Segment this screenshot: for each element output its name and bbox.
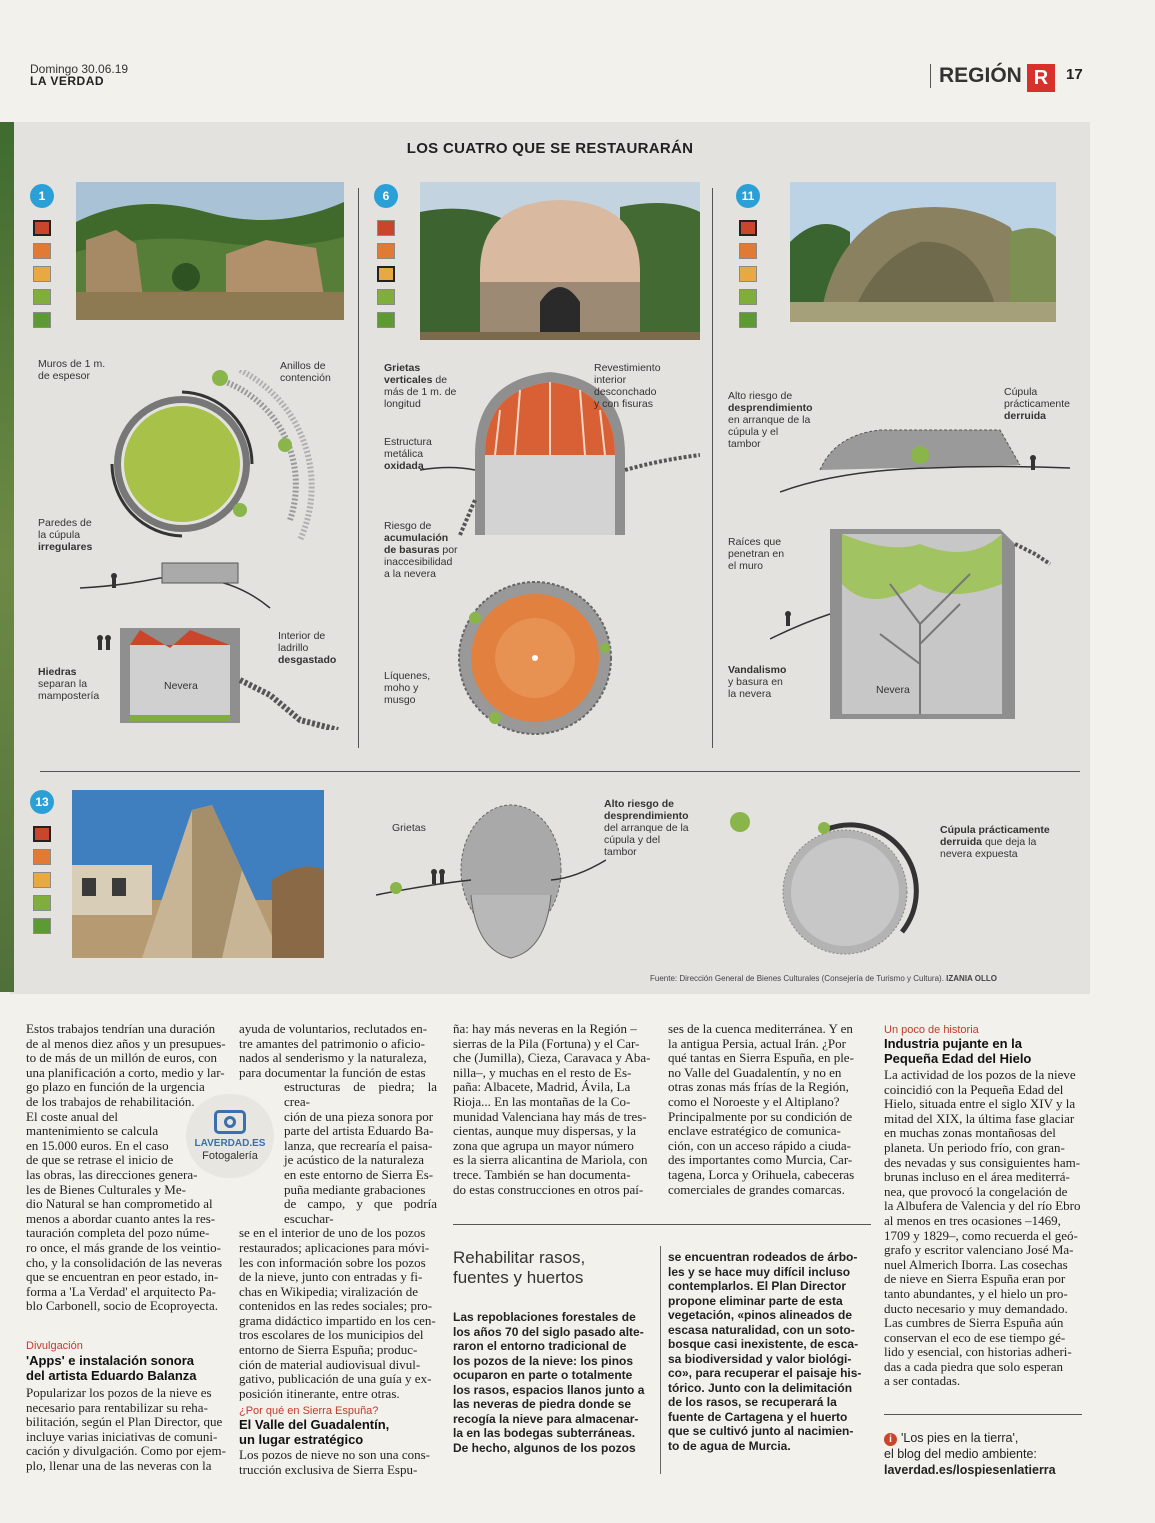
box-divider <box>660 1246 661 1474</box>
source-credit: IZANIA OLLO <box>946 974 997 983</box>
text-line: vegetación, «pinos alineados de <box>668 1308 853 1322</box>
blog-line <box>884 1430 1084 1446</box>
label-bold: acumulación <box>384 532 449 544</box>
subsection-heading <box>884 1036 1084 1066</box>
subsection-heading <box>26 1353 231 1383</box>
label-dome-walls <box>38 517 92 553</box>
label-line: Alto riesgo de <box>604 798 675 810</box>
text-line: les y se hace muy difícil incluso <box>668 1264 851 1279</box>
label-line: la cúpula <box>38 529 81 541</box>
label-line: desprendimiento <box>604 810 689 822</box>
condition-swatch <box>33 826 51 842</box>
left-edge-photo-strip <box>0 122 14 992</box>
condition-swatch <box>377 266 395 282</box>
label-dome-exposed <box>940 824 1050 860</box>
article-column-2 <box>239 1022 437 1401</box>
blog-link[interactable]: laverdad.es/lospiesenlatierra <box>884 1463 1056 1477</box>
text-line: ña: hay más neveras en la Región – <box>453 1021 637 1036</box>
subsection-heading <box>239 1417 444 1447</box>
label-line: Interior de <box>278 630 326 642</box>
condition-swatch <box>33 266 51 282</box>
text-line: raron el entorno tradicional de <box>453 1339 627 1353</box>
text-line: forma a 'La Verdad' el arquitecto Pa- <box>26 1283 216 1299</box>
label-line: desconchado <box>594 386 657 398</box>
label-line: Líquenes, <box>384 670 431 682</box>
text-line: de nieve en Sierra Espuña eran por <box>884 1271 1066 1287</box>
text-line: que se encuentran en peor estado, in- <box>26 1269 219 1285</box>
well-number-badge: 13 <box>30 790 54 814</box>
photo-well-1 <box>76 182 344 320</box>
condition-swatch <box>33 312 51 328</box>
label-line: Alto riesgo de <box>728 390 793 402</box>
diagram-well-11-section <box>770 524 1070 724</box>
blog-rule <box>884 1414 1082 1415</box>
label-line: metálica <box>384 448 424 460</box>
text-line: les de Bienes Culturales y Me- <box>26 1181 186 1197</box>
label-bold: derruida <box>940 836 983 848</box>
text-line: para documentar la función de estas <box>239 1064 426 1080</box>
photo-well-6 <box>420 182 700 340</box>
label-ivy <box>38 666 99 702</box>
label-line: inaccesibilidad <box>384 556 453 568</box>
text-line: dio Natural se han comprometido al <box>26 1196 213 1212</box>
label-line: mampostería <box>38 690 100 702</box>
blog-text: el blog del medio ambiente: <box>884 1447 1037 1461</box>
label-nevera: Nevera <box>876 684 910 696</box>
text-line: Hielo, situada entre el siglo XIV y la <box>884 1096 1076 1112</box>
text-line: che (Jumilla), Cieza, Caravaca y Aba- <box>453 1050 651 1066</box>
text-line: menos a abordar cuanto antes la res- <box>26 1210 216 1226</box>
article-column-2b <box>239 1448 437 1477</box>
text-line: ción, con un acceso rápido a ciuda- <box>668 1137 852 1153</box>
text-line: puña mediante grabaciones <box>284 1181 426 1197</box>
label-line <box>384 532 458 544</box>
text-line: das a cada piedra que solo esperan <box>884 1358 1064 1374</box>
label-line: separan la <box>38 678 88 690</box>
label-line: Raíces que <box>728 536 782 548</box>
label-line: Vandalismo <box>728 664 787 676</box>
text-line: trucción exclusiva de Sierra Espu- <box>239 1461 418 1477</box>
text-line: se encuentran rodeados de árbo- <box>668 1250 858 1264</box>
condition-scale <box>377 220 395 335</box>
label-line: y con fisuras <box>594 398 653 410</box>
label-text: por <box>442 544 458 556</box>
text-line: planeta. Un periodo frío, con gran- <box>884 1139 1065 1155</box>
box-column-2 <box>668 1250 868 1453</box>
text-line: ses de la cuenca mediterránea. Y en <box>668 1021 853 1036</box>
text-line: es la sierra alicantina de Mariola, con <box>453 1152 648 1168</box>
text-line: nilla–, y muchas en el resto de Es- <box>453 1064 632 1080</box>
text-line: sa biodiversidad y valor biológi- <box>668 1351 852 1366</box>
text-line: tre amantes del patrimonio o aficio- <box>239 1035 425 1051</box>
text-line: sierras de la Pila (Fortuna) y el Car- <box>453 1035 640 1051</box>
condition-swatch <box>33 895 51 911</box>
label-line <box>384 374 456 386</box>
label-line: contención <box>280 372 331 384</box>
text-line: nados al senderismo y la naturaleza, <box>239 1050 427 1066</box>
text-line: las neveras de piedra donde se <box>453 1397 632 1411</box>
label-cracks: Grietas <box>392 822 426 834</box>
text-line: tauración completa del pozo núme- <box>26 1225 210 1241</box>
text-line: lido y esencial, con historias adheri- <box>884 1344 1072 1360</box>
text-line: de la nieve, junto con entradas y fi- <box>239 1269 423 1285</box>
text-line: zona que agrupa un mayor número <box>453 1137 634 1153</box>
condition-scale <box>33 220 51 335</box>
box-title <box>453 1248 653 1288</box>
label-walls <box>38 358 105 382</box>
text-line: como el Noroeste y el Altiplano? <box>668 1093 840 1109</box>
heading-line: 'Apps' e instalación sonora <box>26 1353 194 1368</box>
badge-label: Fotogalería <box>202 1150 258 1162</box>
column-divider <box>712 188 713 748</box>
text-line: entorno de Sierra Espuña; produc- <box>239 1342 418 1358</box>
label-line: penetran en <box>728 548 785 560</box>
text-line: Rioja... En las montañas de la Co- <box>453 1093 631 1109</box>
text-line: brunas incluso en el área mediterrá- <box>884 1169 1070 1185</box>
subsection-label: ¿Por qué en Sierra Espuña? <box>239 1405 379 1417</box>
badge-site: LAVERDAD.ES <box>194 1138 266 1149</box>
condition-swatch <box>33 849 51 865</box>
header-date: Domingo 30.06.19 <box>30 62 129 76</box>
text-line: plo, llenar una de las neveras con la <box>26 1457 212 1473</box>
condition-swatch <box>33 918 51 934</box>
label-line: tambor <box>604 846 637 858</box>
label-line: derruida <box>1004 410 1047 422</box>
label-vertical-cracks <box>384 362 456 410</box>
box-column-1 <box>453 1310 653 1455</box>
label-bold: de basuras <box>384 544 440 556</box>
text-line: do estas construcciones en otros paí- <box>453 1181 644 1197</box>
label-line: Cúpula <box>1004 386 1038 398</box>
label-dome-ruined <box>1004 386 1070 422</box>
label-line: desprendimiento <box>728 402 813 414</box>
text-line: incluye varias iniciativas de comuni- <box>26 1428 218 1444</box>
text-line: los rasos, espacios llanos junto a <box>453 1382 645 1397</box>
text-line: je acústico de la naturaleza <box>284 1152 425 1168</box>
blog-text: 'Los pies en la tierra', <box>901 1431 1019 1445</box>
text-line: otras zonas más frías de la Región, <box>668 1079 849 1095</box>
article-column-3 <box>453 1022 653 1197</box>
label-line: de espesor <box>38 370 90 382</box>
condition-swatch <box>739 220 757 236</box>
diagram-well-6-plan <box>455 578 615 738</box>
text-line: ción de una pieza sonora por <box>284 1108 434 1124</box>
text-line: fuente de Cartagena y el huerto <box>668 1409 848 1424</box>
text-line: blo Carbonell, socio de Ecoproyecta. <box>26 1298 219 1314</box>
label-line <box>384 362 456 374</box>
label-line: tambor <box>728 438 761 450</box>
label-line: en arranque de la <box>728 414 811 426</box>
text-line: Estos trabajos tendrían una duración <box>26 1021 216 1036</box>
text-line: escasa naturalidad, con un soto- <box>668 1322 855 1337</box>
page-number: 17 <box>1066 66 1083 83</box>
text-line: cientas, aunque muy dispersas, y la <box>453 1123 637 1139</box>
label-roots <box>728 536 784 572</box>
label-line: cúpula y el <box>728 426 779 438</box>
heading-line: Pequeña Edad del Hielo <box>884 1051 1032 1066</box>
text-line: cación y divulgación. Como por ejem- <box>26 1443 227 1459</box>
condition-swatch <box>377 312 395 328</box>
heading-line: un lugar estratégico <box>239 1432 364 1447</box>
section-logo: R <box>1027 64 1055 92</box>
diagram-well-1-profile <box>80 548 280 613</box>
heading-line: El Valle del Guadalentín, <box>239 1417 390 1432</box>
label-line: y basura en <box>728 676 783 688</box>
blog-promo <box>884 1430 1084 1478</box>
text-line: nea, que provocó la congelación de <box>884 1183 1068 1199</box>
text-line: munidad Valenciana hay más de tres- <box>453 1108 647 1124</box>
text-line: Las repoblaciones forestales de <box>453 1310 636 1324</box>
label-line: la nevera <box>728 688 772 700</box>
condition-swatch <box>739 243 757 259</box>
article-column-1b <box>26 1386 226 1474</box>
column-divider <box>358 188 359 748</box>
info-icon: i <box>884 1433 897 1446</box>
text-line: restaurados; aplicaciones para móvi- <box>239 1239 430 1255</box>
label-line: nevera expuesta <box>940 848 1018 860</box>
text-line: que se cultivó junto al nacimien- <box>668 1424 854 1438</box>
label-lining <box>594 362 661 410</box>
label-line: Paredes de <box>38 517 92 529</box>
text-line: trece. También se han documenta- <box>453 1166 631 1182</box>
article-column-5 <box>884 1068 1082 1389</box>
label-nevera: Nevera <box>164 680 198 692</box>
text-line: Las cumbres de Sierra Espuña aún <box>884 1315 1064 1331</box>
label-bold: Grietas <box>384 362 421 374</box>
diagram-well-13-plan <box>720 802 930 962</box>
text-line: to de agua de Murcia. <box>668 1438 791 1453</box>
label-line: Revestimiento <box>594 362 661 374</box>
text-line: go plazo en función de la urgencia <box>26 1079 205 1095</box>
label-brick-interior <box>278 630 336 666</box>
text-line: estructuras de piedra; la crea- <box>284 1079 437 1109</box>
label-line <box>940 836 1050 848</box>
condition-scale <box>33 826 51 941</box>
text-line: a ser contadas. <box>884 1373 961 1389</box>
text-line: de los rasos, se recuperará la <box>668 1395 837 1409</box>
label-rings <box>280 360 331 384</box>
text-line: parte del artista Eduardo Ba- <box>284 1123 434 1139</box>
text-line: coincidió con la Pequeña Edad del <box>884 1081 1064 1097</box>
label-line: del arranque de la <box>604 822 689 834</box>
diagram-well-1-plan <box>100 370 350 550</box>
text-line: bilitación, según el Plan Director, que <box>26 1414 223 1430</box>
text-line: 1709 y 1829–, como recuerda el geó- <box>884 1227 1078 1243</box>
text-line: co», para recuperar el paisaje his- <box>668 1366 862 1380</box>
text-line: des importantes como Murcia, Car- <box>668 1152 853 1168</box>
text-line: La actividad de los pozos de la nieve <box>884 1067 1076 1082</box>
text-line: propone eliminar parte de esta <box>668 1293 843 1308</box>
text-line: al menos en tres ocasiones –1469, <box>884 1212 1061 1228</box>
label-line: irregulares <box>38 541 93 553</box>
label-line: cúpula y del <box>604 834 661 846</box>
text-line: posición itinerante, entre otras. <box>239 1385 400 1401</box>
text-line: nuel Almerich Iborra. Las cosechas <box>884 1256 1068 1272</box>
text-line: lanza, que recrearía el paisa- <box>284 1137 433 1153</box>
label-detachment-risk <box>728 390 813 450</box>
box-top-rule <box>453 1224 871 1225</box>
text-line: comerciales de grandes comarcas. <box>668 1181 845 1197</box>
label-line <box>384 544 458 556</box>
label-line: musgo <box>384 694 416 706</box>
text-line: chas en Wikipedia; viralización de <box>239 1283 418 1299</box>
diagram-well-11-profile <box>780 420 1070 500</box>
label-text: de <box>435 374 448 386</box>
text-line: les con información sobre los pozos <box>239 1254 426 1270</box>
text-line: ayuda de voluntarios, reclutados en- <box>239 1021 428 1036</box>
label-line: moho y <box>384 682 419 694</box>
infographic-source <box>650 974 997 983</box>
text-line: mantenimiento se calcula <box>26 1123 159 1139</box>
label-line: Riesgo de <box>384 520 432 532</box>
text-line: El coste anual del <box>26 1108 119 1124</box>
photo-well-13 <box>72 790 324 958</box>
text-line: la en las bodegas subterráneas. <box>453 1426 636 1440</box>
text-line: tagena, Lorca y Orihuela, cabeceras <box>668 1166 855 1182</box>
label-line: prácticamente <box>1004 398 1070 410</box>
text-line: los pozos de la nieve: los pinos <box>453 1353 634 1368</box>
text-line: qué tantas en Sierra Espuña, en ple- <box>668 1050 854 1066</box>
text-line: paña: Albacete, Madrid, Ávila, La <box>453 1079 631 1095</box>
label-line: ladrillo <box>278 642 309 654</box>
text-line: en muchas zonas montañosas del <box>884 1125 1056 1141</box>
label-line: Anillos de <box>280 360 326 372</box>
photo-well-11 <box>790 182 1056 322</box>
header-newspaper-name: LA VERDAD <box>30 74 105 88</box>
source-text: Fuente: Dirección General de Bienes Culturales (Consejería de Turismo y Cultura). <box>650 974 944 983</box>
label-line: el muro <box>728 560 764 572</box>
condition-swatch <box>739 266 757 282</box>
label-line: a la nevera <box>384 568 436 580</box>
row-divider <box>40 771 1080 772</box>
text-line: en este entorno de Sierra Es- <box>284 1166 434 1182</box>
text-line: ocuparon en parte o totalmente <box>453 1368 633 1382</box>
text-line: Principalmente por su condición de <box>668 1108 853 1124</box>
text-line: los años 70 del siglo pasado alte- <box>453 1324 644 1339</box>
text-line: mitad del XIX, la última fase glaciar <box>884 1110 1075 1126</box>
well-number-badge: 1 <box>30 184 54 208</box>
condition-swatch <box>377 220 395 236</box>
condition-scale <box>739 220 757 335</box>
text-line: enclave estratégico de comunica- <box>668 1123 841 1139</box>
text-line: se en el interior de uno de los pozos <box>239 1225 426 1241</box>
article-column-4 <box>668 1022 868 1197</box>
text-line: Popularizar los pozos de la nieve es <box>26 1385 212 1400</box>
label-line: longitud <box>384 398 421 410</box>
condition-swatch <box>377 289 395 305</box>
text-line: de campo, y que podría escuchar- <box>284 1196 437 1226</box>
text-line: grama didáctico impartido en los cen- <box>239 1312 436 1328</box>
text-line: recogía la nieve para almacenar- <box>453 1411 639 1426</box>
text-line: de al menos diez años y un presupues- <box>26 1035 226 1051</box>
condition-swatch <box>377 243 395 259</box>
heading-line: del artista Eduardo Balanza <box>26 1368 197 1383</box>
text-line: no Valle del Guadalentín, y no en <box>668 1064 842 1080</box>
text-line: ción de material audiovisual divul- <box>239 1356 421 1372</box>
text-line: tros escolares de los municipios del <box>239 1327 424 1343</box>
text-line: conservan el eco de ese tiempo gé- <box>884 1329 1066 1345</box>
subsection-label: Un poco de historia <box>884 1024 979 1036</box>
text-line: grafo y escritor valenciano José Ma- <box>884 1242 1074 1258</box>
label-line: interior <box>594 374 627 386</box>
label-line: oxidada <box>384 460 424 472</box>
heading-line: Industria pujante en la <box>884 1036 1022 1051</box>
text-line: las obras, las direcciones genera- <box>26 1166 198 1182</box>
text-line: contenidos en las redes sociales; pro- <box>239 1298 433 1314</box>
text-line: tórico. Junto con la delimitación <box>668 1380 853 1395</box>
condition-swatch <box>33 243 51 259</box>
label-line: Cúpula prácticamente <box>940 824 1050 836</box>
text-line: to de más de un millón de euros, con <box>26 1050 217 1066</box>
label-lichens <box>384 670 430 706</box>
label-line: Hiedras <box>38 666 77 678</box>
text-line: bosque casi inexistente, de esca- <box>668 1337 859 1351</box>
label-detachment-risk <box>604 798 689 858</box>
label-line: más de 1 m. de <box>384 386 457 398</box>
label-line: Muros de 1 m. <box>38 358 106 370</box>
text-line: la Albufera de Valencia y del río Ebro <box>884 1198 1081 1214</box>
condition-swatch <box>33 289 51 305</box>
box-title-line: Rehabilitar rasos, <box>453 1248 586 1267</box>
text-line: gativo, publicación de una guía y ex- <box>239 1371 432 1387</box>
subsection-label: Divulgación <box>26 1340 83 1352</box>
text-line: tanto abundantes, y el hielo un pro- <box>884 1285 1068 1301</box>
text-line: la antigua Persia, actual Irán. ¿Por <box>668 1035 846 1051</box>
label-bold: verticales <box>384 374 433 386</box>
condition-swatch <box>739 312 757 328</box>
infographic-title: LOS CUATRO QUE SE RESTAURARÁN <box>406 140 694 157</box>
text-line: necesario para rentabilizar su reha- <box>26 1399 208 1415</box>
text-line: des nevadas y sus consiguientes ham- <box>884 1154 1081 1170</box>
text-line: De hecho, algunos de los pozos <box>453 1440 636 1455</box>
label-line: Estructura <box>384 436 432 448</box>
text-line: una planificación a corto, medio y lar- <box>26 1064 225 1080</box>
text-line: de que se retrase el inicio de <box>26 1152 174 1168</box>
well-number-badge: 11 <box>736 184 760 208</box>
text-line: ducto necesario y muy demandado. <box>884 1300 1068 1316</box>
label-text: que deja la <box>984 836 1037 848</box>
label-line: desgastado <box>278 654 337 666</box>
text-line: Los pozos de nieve no son una cons- <box>239 1447 430 1462</box>
text-line: ro once, el más grande de los veintio- <box>26 1239 221 1255</box>
condition-swatch <box>33 220 51 236</box>
text-line: de los trabajos de rehabilitación. <box>26 1093 195 1109</box>
label-garbage-risk <box>384 520 458 580</box>
text-line: en 15.000 euros. En el caso <box>26 1137 169 1153</box>
label-vandalism <box>728 664 786 700</box>
article-column-1 <box>26 1022 226 1314</box>
condition-swatch <box>739 289 757 305</box>
condition-swatch <box>33 872 51 888</box>
text-line: contemplarlos. El Plan Director <box>668 1279 847 1293</box>
label-metal-structure <box>384 436 432 472</box>
header-section-title: REGIÓN <box>930 64 1022 88</box>
text-line: cho, y la consolidación de las neveras <box>26 1254 223 1270</box>
box-title-line: fuentes y huertos <box>453 1268 584 1287</box>
well-number-badge: 6 <box>374 184 398 208</box>
